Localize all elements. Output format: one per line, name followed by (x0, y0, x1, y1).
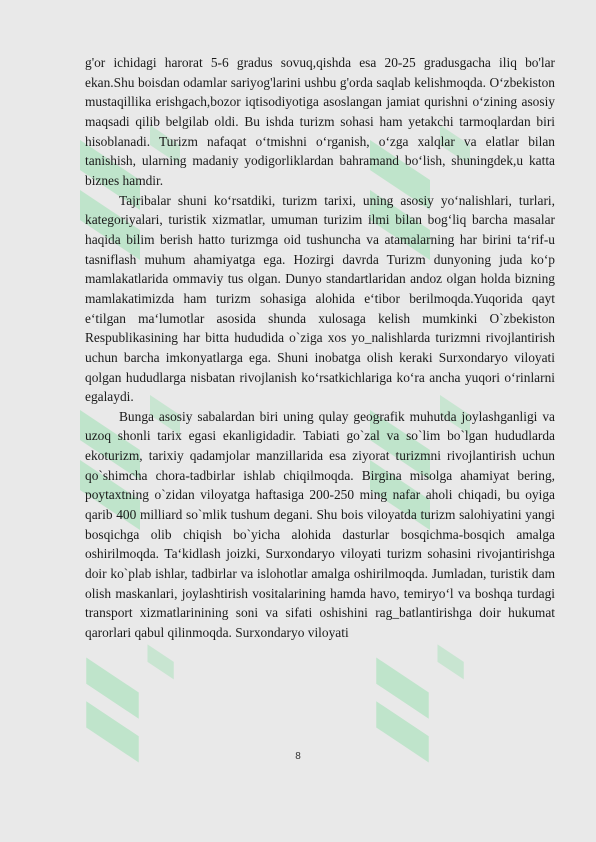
paragraph: g'or ichidagi harorat 5-6 gradus sovuq,qishda esa 20-25 gradusgacha iliq bo'lar ekan.Shu boisdan odamlar sariyog'larini ushbu g'orda saqlab kelishmoqda. O‘zbekiston mustaqillika erishgach,bozor iqtisodiyotiga asoslangan jamiat qurishni o‘zining asosiy maqsadi qilib belgilab oldi. Bu ishda turizm sohasi ham yetakchi tarmoqlardan biri hisoblanadi. Turizm nafaqat o‘tmishni o‘rganish, o‘zga xalqlar va elatlar bilan tanishish, ularning madaniy yodigorliklardan bahramand bo‘lish, shuningdek,u katta biznes hamdir. (85, 55, 555, 188)
paragraph: Tajribalar shuni ko‘rsatdiki, turizm tarixi, uning asosiy yo‘nalishlari, turlari, kategoriyalari, turistik xizmatlar, umuman turizim ilmi bilan bog‘liq barcha masalar haqida bilim berish hatto turizmga oid tushuncha va atamalarning har birini ta‘rif-u tasniflash muhum ahamiyatga ega. Hozirgi davrda Turizm dunyoning juda ko‘p mamlakatlarida ommaviy tus olgan. Dunyo standartlaridan andoz olgan holda bizning mamlakatimizda ham turizm sohasiga alohida e‘tibor berilmoqda.Yuqorida qayt e‘tilgan ma‘lumotlar asosida shunda xulosaga kelish mumkinki O`zbekiston Respublikasining har bitta hududida o`ziga xos yo_nalishlarda turizmni rivojlantirish uchun barcha imkonyatlarga ega. Shuni inobatga olish keraki Surxondaryo viloyati qolgan hududlarga nisbatan rivojlanish ko‘rsatkichlariga ko‘ra ancha yuqori o‘rinlarni egalaydi. (85, 192, 555, 405)
paragraph: Bunga asosiy sabalardan biri uning qulay geografik muhutda joylashganligi va uzoq shonli tarix egasi ekanligidadir. Tabiati go`zal va so`lim bo`lgan hududlarda ekoturizm, tarixiy qadamjolar manzillarida esa ziyorat turizmni rivojlantirish uchun qo`shimcha chora-tadbirlar ishlab chiqilmoqda. Birgina misolga ahamiyat bering, poytaxtning o`zidan viloyatga haftasiga 200-250 ming nafar aholi chiqadi, bu oyiga qarib 400 milliard so`mlik tushum degani. Shu bois viloyatda turizm salohiyatini yangi bosqichga olib chiqish bo`yicha alohida dasturlar bosqichma-bosqich amalga oshirilmoqda. Ta‘kidlash joizki, Surxondaryo viloyati turizm sohasini rivojantirishga doir ko`plab ishlar, tadbirlar va islohotlar amalga oshirilmoqda. Jumladan, turistik dam olish maskanlari, joylashtirish vositalarining hamda havo, temiryo‘l va boshqa turdagi transport xizmatlarinining soni va sifati oshishini rag_batlantirishga doir hukumat qarorlari qabul qilinmoqda. Surxondaryo viloyati (85, 408, 555, 641)
body-text (85, 53, 555, 643)
page-number: 8 (295, 751, 301, 762)
